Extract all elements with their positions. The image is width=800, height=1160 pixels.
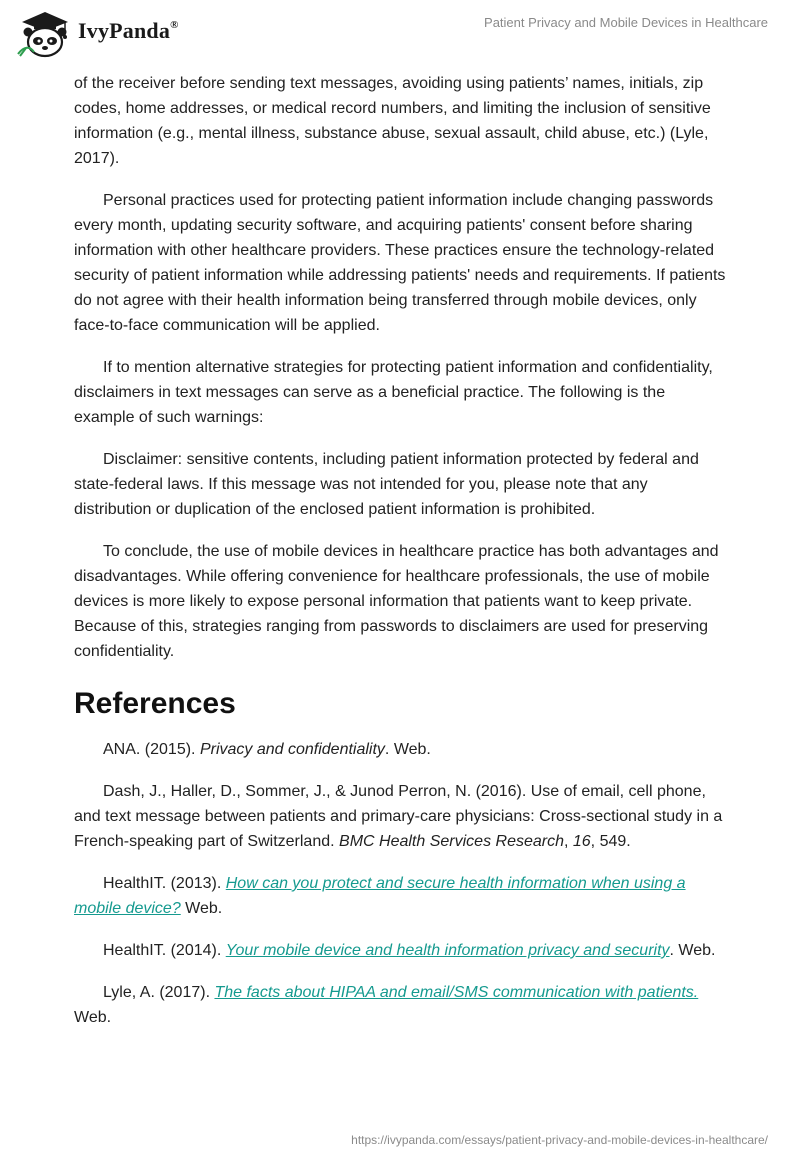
reference-author: HealthIT. (2014). bbox=[103, 942, 226, 959]
reference-suffix: . Web. bbox=[384, 741, 431, 758]
reference-journal: BMC Health Services Research bbox=[339, 833, 564, 850]
reference-item bbox=[74, 871, 726, 921]
reference-volume: 16 bbox=[572, 833, 591, 850]
panda-logo-icon[interactable] bbox=[14, 8, 76, 60]
page-header bbox=[0, 0, 800, 70]
reference-author: ANA. (2015). bbox=[103, 741, 200, 758]
brand-text: IvyPanda bbox=[78, 18, 171, 43]
source-url[interactable]: https://ivypanda.com/essays/patient-privacy-and-mobile-devices-in-healthcare/ bbox=[351, 1133, 768, 1147]
reference-suffix: Web. bbox=[180, 900, 223, 917]
reference-author: Lyle, A. (2017). bbox=[103, 984, 215, 1001]
references-list bbox=[74, 737, 726, 1030]
reference-link[interactable]: Your mobile device and health information privacy and security bbox=[225, 942, 670, 959]
reference-suffix: , 549. bbox=[590, 833, 631, 850]
paragraph-conclusion: To conclude, the use of mobile devices in healthcare practice has both advantages and disadvantages. While offering convenience for healthcare professionals, the use of mobile devices is more likely to expose personal information that patients want to keep private. Because of this, strategies ranging from passwords to disclaimers are used for preserving confidentiality. bbox=[74, 543, 719, 660]
reference-link[interactable]: How can you protect and secure health information when using a mobile device? bbox=[74, 875, 686, 917]
registered-mark: ® bbox=[170, 18, 179, 31]
reference-separator: , bbox=[563, 833, 573, 850]
paragraph-disclaimer: Disclaimer: sensitive contents, including patient information protected by federal and state-federal laws. If this message was not intended for you, please note that any distribution or duplication of the enclosed patient information is prohibited. bbox=[74, 451, 699, 518]
references-heading: References bbox=[74, 687, 236, 720]
brand-name[interactable] bbox=[78, 18, 179, 44]
reference-suffix: . Web. bbox=[669, 942, 716, 959]
document-title: Patient Privacy and Mobile Devices in Healthcare bbox=[484, 15, 768, 30]
paragraph-continued: of the receiver before sending text messages, avoiding using patients’ names, initials, zip codes, home addresses, or medical record numbers, and limiting the inclusion of sensitive information (e.g., mental illness, substance abuse, sexual assault, child abuse, etc.) (Lyle, 2017). bbox=[74, 75, 711, 167]
reference-author: HealthIT. (2013). bbox=[103, 875, 226, 892]
reference-author: Dash, J., Haller, D., Sommer, J., & Junod Perron, N. (2016). Use of email, cell phone, and text message between patients and primary-care physicians: Cross-sectional study in a French-speaking part of Switzerland. bbox=[74, 783, 723, 850]
essay-content bbox=[74, 71, 726, 1030]
paragraph-personal-practices: Personal practices used for protecting patient information include changing passwords every month, updating security software, and acquiring patients' consent before sharing information with other healthcare providers. These practices ensure the technology-related security of patient information while addressing patients' needs and requirements. If patients do not agree with their health information being transferred through mobile devices, only face-to-face communication will be applied. bbox=[74, 192, 726, 334]
reference-item bbox=[74, 779, 726, 854]
reference-title: Privacy and confidentiality bbox=[199, 741, 385, 758]
reference-item bbox=[74, 980, 726, 1030]
reference-suffix: Web. bbox=[74, 1009, 112, 1026]
reference-item bbox=[74, 737, 726, 762]
paragraph-alternative-strategies: If to mention alternative strategies for protecting patient information and confidentiality, disclaimers in text messages can serve as a beneficial practice. The following is the example of such warnings: bbox=[74, 359, 713, 426]
reference-item bbox=[74, 938, 726, 963]
reference-link[interactable]: The facts about HIPAA and email/SMS communication with patients. bbox=[214, 984, 699, 1001]
